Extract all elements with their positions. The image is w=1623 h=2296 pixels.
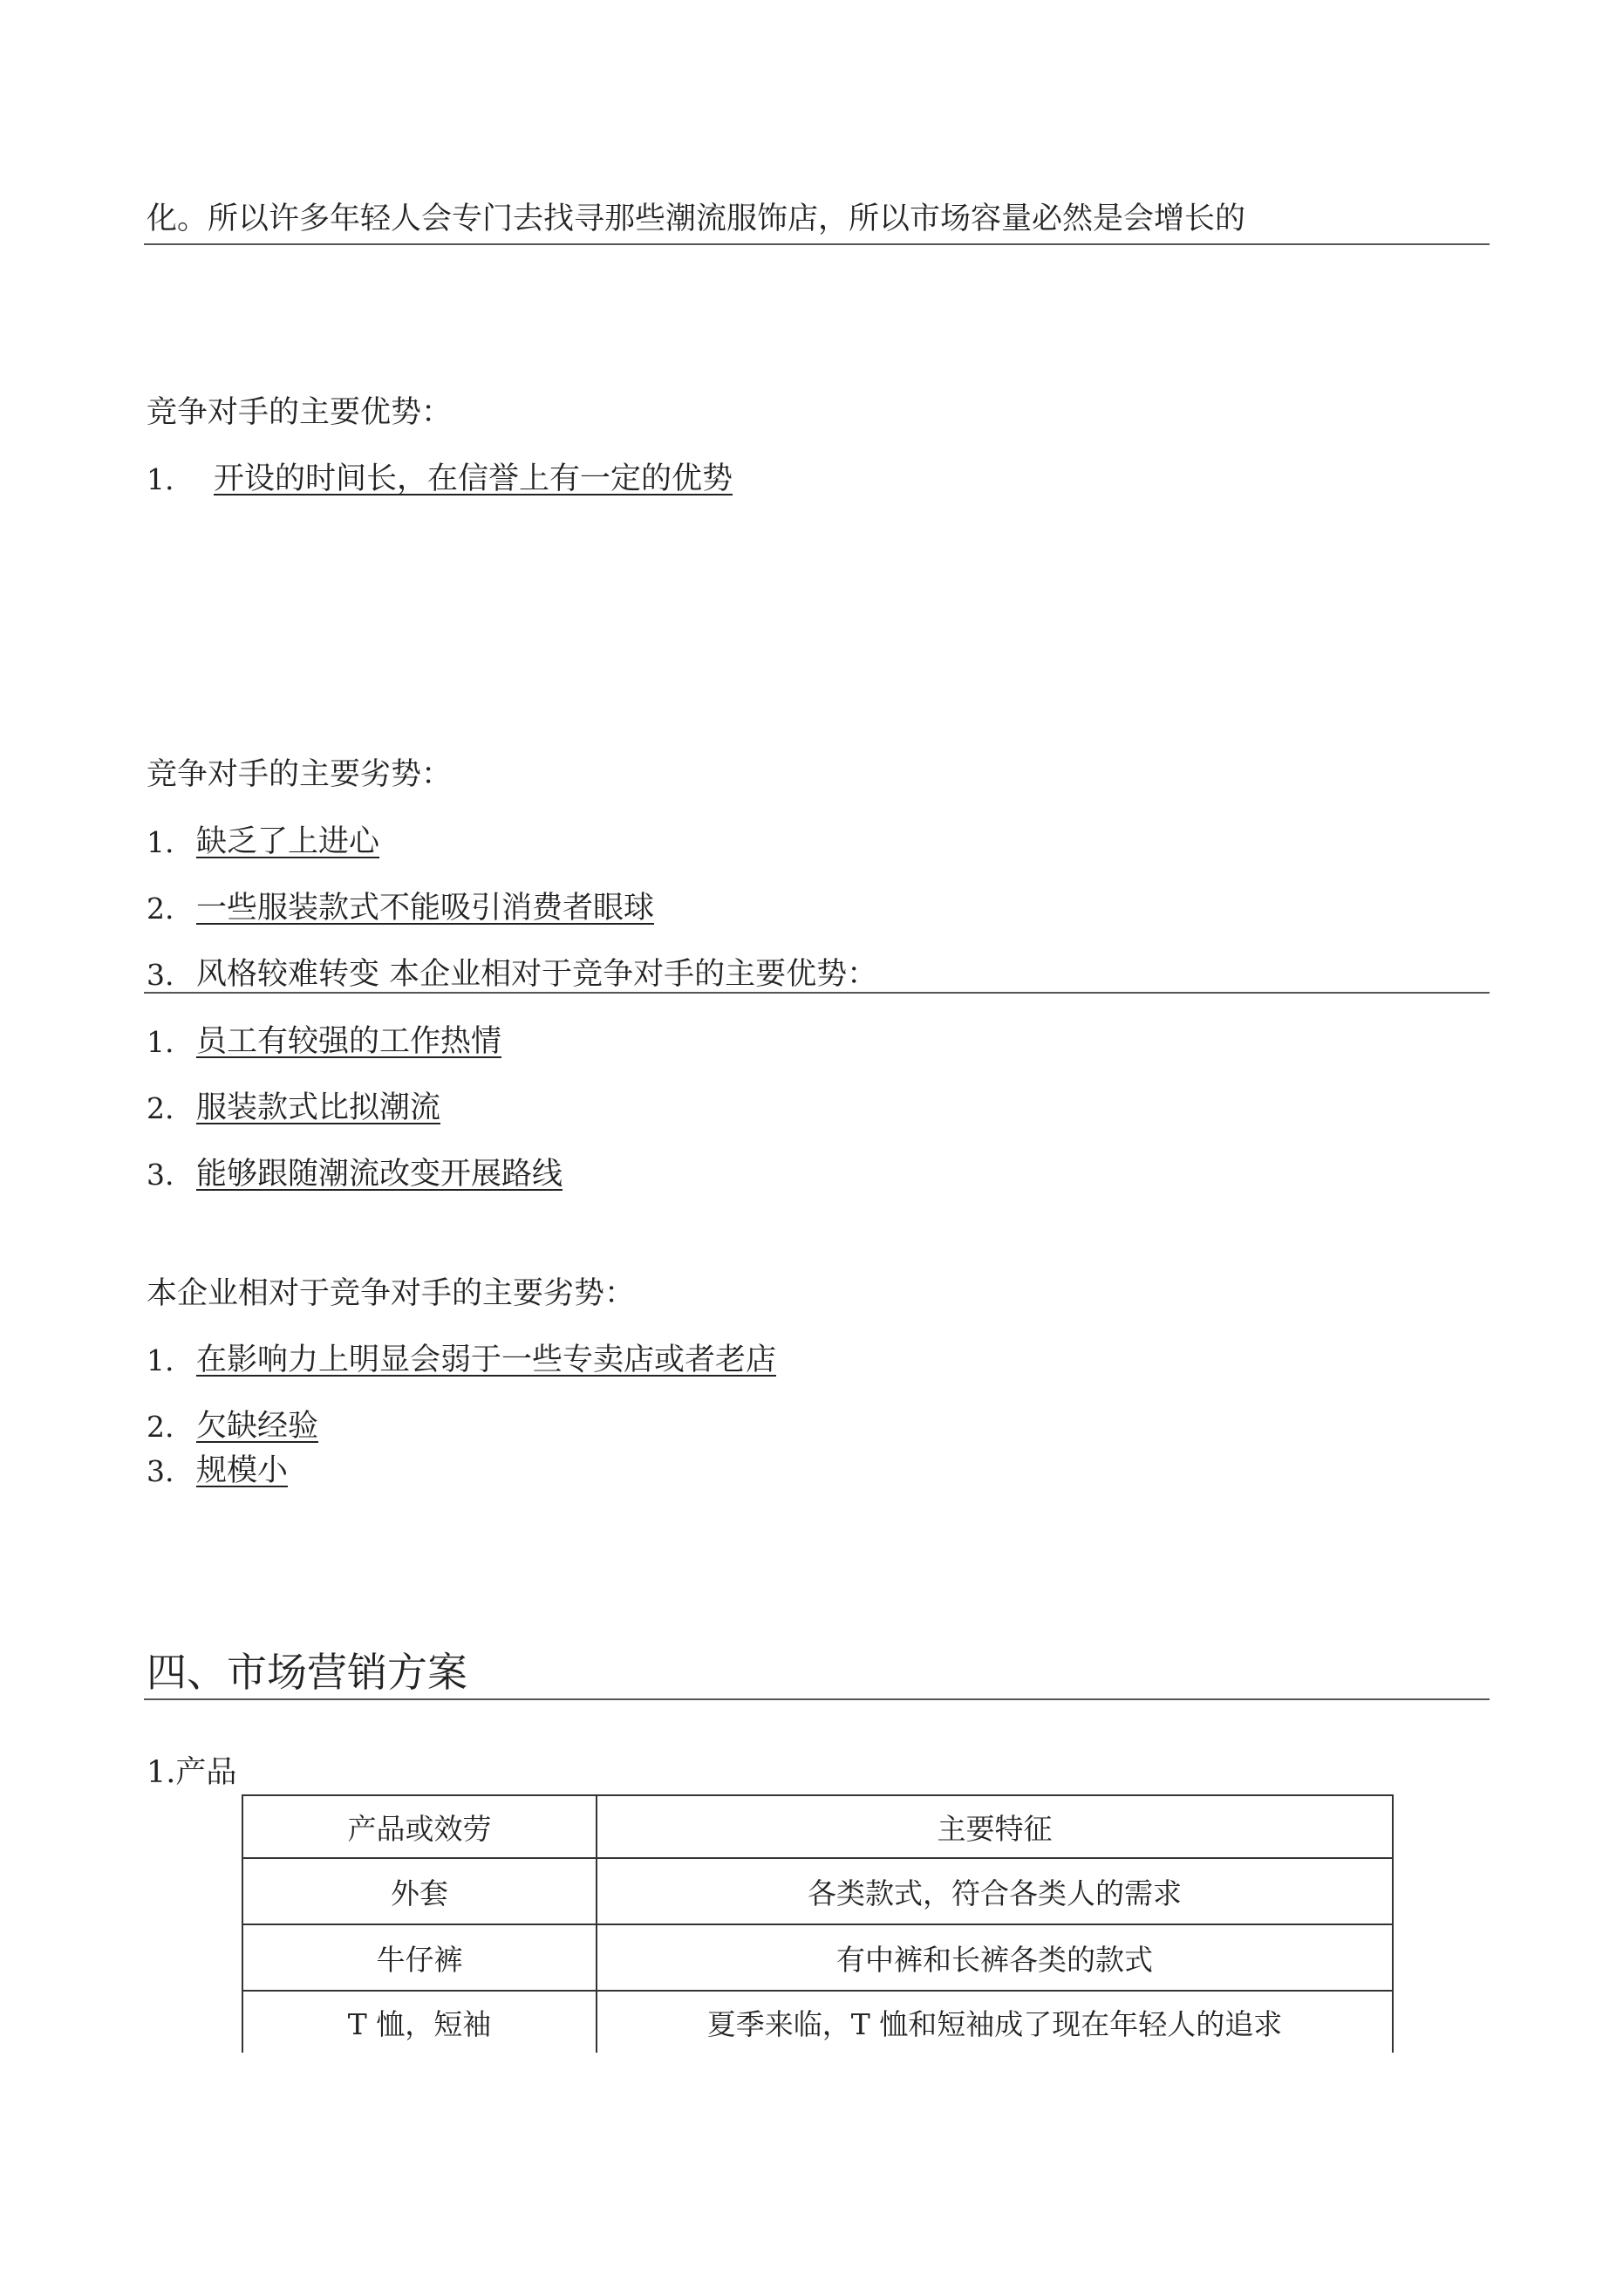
list-text: 风格较难转变 本企业相对于竞争对手的主要优势：: [196, 957, 878, 992]
subsection-title: 1.产品: [147, 1755, 237, 1790]
list-number: 2.: [147, 1410, 174, 1444]
feature-cell: 各类款式，符合各类人的需求: [597, 1858, 1393, 1924]
divider: [144, 243, 1490, 245]
intro-line: 化。所以许多年轻人会专门去找寻那些潮流服饰店，所以市场容量必然是会增长的: [147, 202, 1246, 236]
list-number: 1.: [147, 1025, 174, 1059]
divider: [144, 992, 1490, 994]
list-number: 1.: [147, 462, 174, 496]
own-weaknesses-heading: 本企业相对于竞争对手的主要劣势：: [147, 1276, 636, 1311]
list-text: 能够跟随潮流改变开展路线: [196, 1157, 563, 1192]
table-row: [242, 1858, 1393, 1924]
list-text: 欠缺经验: [196, 1409, 319, 1444]
competitor-strengths-heading: 竞争对手的主要优势：: [147, 395, 453, 430]
list-number: 3.: [147, 1158, 174, 1192]
list-number: 1.: [147, 825, 174, 859]
product-cell: T 恤，短袖: [242, 1991, 597, 2053]
feature-cell: 夏季来临，T 恤和短袖成了现在年轻人的追求: [597, 1991, 1393, 2053]
list-text: 一些服装款式不能吸引消费者眼球: [196, 891, 655, 926]
table-header-row: [242, 1795, 1393, 1858]
list-number: 2.: [147, 1091, 174, 1125]
list-text: 缺乏了上进心: [196, 824, 380, 859]
column-header: 主要特征: [597, 1795, 1393, 1858]
list-text: 服装款式比拟潮流: [196, 1090, 441, 1125]
list-text: 开设的时间长，在信誉上有一定的优势: [214, 461, 733, 496]
table-row: [242, 1991, 1393, 2053]
product-cell: 外套: [242, 1858, 597, 1924]
list-number: 3.: [147, 1454, 174, 1488]
feature-cell: 有中裤和长裤各类的款式: [597, 1924, 1393, 1991]
list-text: 在影响力上明显会弱于一些专卖店或者老店: [196, 1343, 777, 1377]
list-number: 3.: [147, 958, 174, 992]
list-number: 2.: [147, 892, 174, 926]
product-table: [242, 1794, 1394, 2053]
product-cell: 牛仔裤: [242, 1924, 597, 1991]
divider: [144, 1698, 1490, 1700]
table-row: [242, 1924, 1393, 1991]
section-title: 四、市场营销方案: [147, 1649, 467, 1696]
list-number: 1.: [147, 1343, 174, 1377]
list-text: 规模小: [196, 1453, 289, 1488]
list-text: 员工有较强的工作热情: [196, 1024, 502, 1059]
competitor-weaknesses-heading: 竞争对手的主要劣势：: [147, 757, 453, 792]
column-header: 产品或效劳: [242, 1795, 597, 1858]
